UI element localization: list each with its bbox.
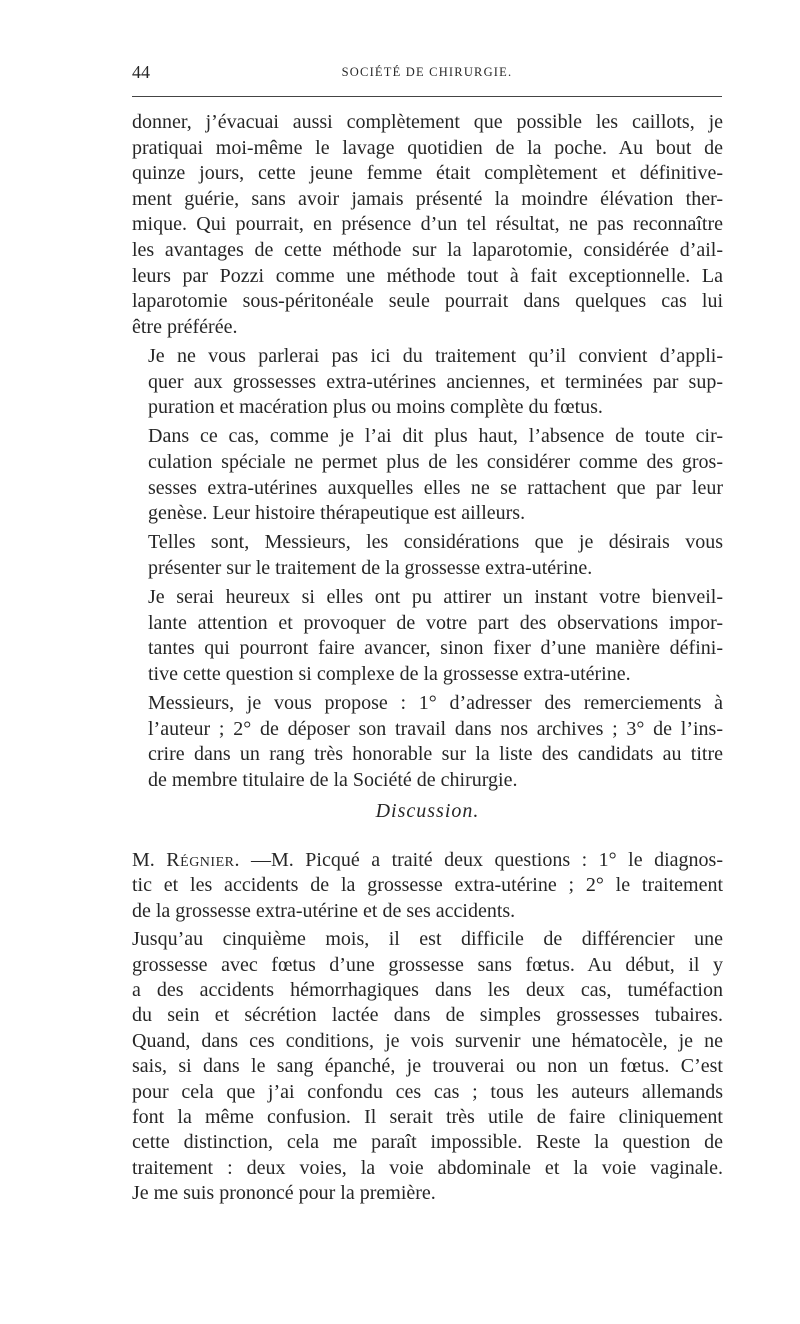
- speaker-prefix: M.: [132, 849, 167, 871]
- page-number: 44: [132, 62, 150, 82]
- text-line: culation spéciale ne permet plus de les considérer comme des gros-: [148, 450, 723, 473]
- text-line: quer aux grossesses extra-utérines anciennes, et terminées par sup-: [148, 370, 723, 393]
- text-line: Jusqu’au cinquième mois, il est difficile de différencier une: [132, 928, 723, 951]
- paragraph-4: [132, 530, 723, 581]
- text-line: sais, si dans le sang épanché, je trouverai ou non un fœtus. C’est: [132, 1055, 723, 1078]
- text-line: crire dans un rang très honorable sur la liste des candidats au titre: [148, 743, 723, 766]
- text-line: présenter sur le traitement de la grossesse extra-utérine.: [148, 556, 593, 579]
- text-line: pratiquai moi-même le lavage quotidien de la poche. Au bout de: [132, 136, 723, 159]
- text-line: a des accidents hémorrhagiques dans les deux cas, tuméfaction: [132, 979, 723, 1002]
- text-line: mique. Qui pourrait, en présence d’un tel résultat, ne pas reconnaître: [132, 213, 723, 236]
- paragraph-5: [132, 585, 723, 687]
- text-line: Messieurs, je vous propose : 1° d’adresser des remerciements à: [148, 692, 723, 715]
- running-head: SOCIÉTÉ DE CHIRURGIE.: [341, 65, 513, 79]
- text-line: Je ne vous parlerai pas ici du traitement qu’il convient d’appli-: [148, 344, 723, 367]
- text-line: grossesse avec fœtus d’une grossesse sans fœtus. Au début, il y: [132, 953, 723, 976]
- page-header: [132, 62, 722, 86]
- text-line: cette distinction, cela me paraît impossible. Reste la question de: [132, 1131, 723, 1154]
- text-line: tic et les accidents de la grossesse extra-utérine ; 2° le traitement: [132, 874, 723, 897]
- discussion-paragraph-1: [132, 848, 723, 924]
- report-text: [132, 110, 723, 797]
- text-line: pour cela que j’ai confondu ces cas ; tous les auteurs allemands: [132, 1080, 723, 1103]
- text-line: être préférée.: [132, 315, 238, 338]
- paragraph-6: [132, 691, 723, 793]
- text-line: du sein et sécrétion lactée dans de simples grossesses tubaires.: [132, 1004, 723, 1027]
- speaker-name: Régnier: [166, 849, 235, 871]
- text-line: leurs par Pozzi comme une méthode tout à fait exceptionnelle. La: [132, 264, 723, 287]
- text-line: tive cette question si complexe de la grossesse extra-utérine.: [148, 662, 631, 685]
- text-line: laparotomie sous-péritonéale seule pourrait dans quelques cas lui: [132, 290, 723, 313]
- text-line: donner, j’évacuai aussi complètement que possible les caillots, je: [132, 111, 723, 133]
- text-line: Je serai heureux si elles ont pu attirer un instant votre bienveil-: [148, 586, 723, 609]
- text-line: sesses extra-utérines auxquelles elles ne se rattachent que par leur: [148, 476, 723, 499]
- paragraph-3: [132, 424, 723, 526]
- text-line: Dans ce cas, comme je l’ai dit plus haut, l’absence de toute cir-: [148, 425, 723, 448]
- paragraph-1: [132, 110, 723, 340]
- text-line: les avantages de cette méthode sur la laparotomie, considérée d’ail-: [132, 238, 723, 261]
- text-line: l’auteur ; 2° de déposer son travail dans nos archives ; 3° de l’ins-: [148, 717, 723, 740]
- text-line: Quand, dans ces conditions, je vois survenir une hématocèle, je ne: [132, 1029, 723, 1052]
- text-line: de membre titulaire de la Société de chirurgie.: [148, 768, 518, 791]
- text-line: de la grossesse extra-utérine et de ses accidents.: [132, 899, 516, 922]
- text-line: traitement : deux voies, la voie abdominale et la voie vaginale.: [132, 1156, 723, 1179]
- text-line: ment guérie, sans avoir jamais présenté la moindre élévation ther-: [132, 187, 723, 210]
- discussion-text: [132, 848, 723, 1210]
- text-line: [132, 848, 723, 873]
- text-line: puration et macération plus ou moins complète du fœtus.: [148, 396, 603, 419]
- speaker-suffix: . —: [234, 849, 271, 871]
- discussion-paragraph-2: [132, 927, 723, 1206]
- text-line: lante attention et provoquer de votre part des observations impor-: [148, 611, 723, 634]
- paragraph-2: [132, 344, 723, 421]
- discussion-heading: Discussion.: [375, 800, 480, 822]
- text-line: font la même confusion. Il serait très utile de faire cliniquement: [132, 1106, 723, 1129]
- text-line: tantes qui pourront faire avancer, sinon fixer d’une manière défini-: [148, 637, 723, 660]
- text-line: genèse. Leur histoire thérapeutique est ailleurs.: [148, 502, 526, 525]
- text-line: quinze jours, cette jeune femme était complètement et définitive-: [132, 162, 723, 185]
- text-line: Telles sont, Messieurs, les considérations que je désirais vous: [148, 531, 723, 554]
- text-line: Je me suis prononcé pour la première.: [132, 1182, 436, 1205]
- text-run: M. Picqué a traité deux questions : 1° le diagnos-: [270, 849, 723, 871]
- header-rule: [132, 96, 722, 97]
